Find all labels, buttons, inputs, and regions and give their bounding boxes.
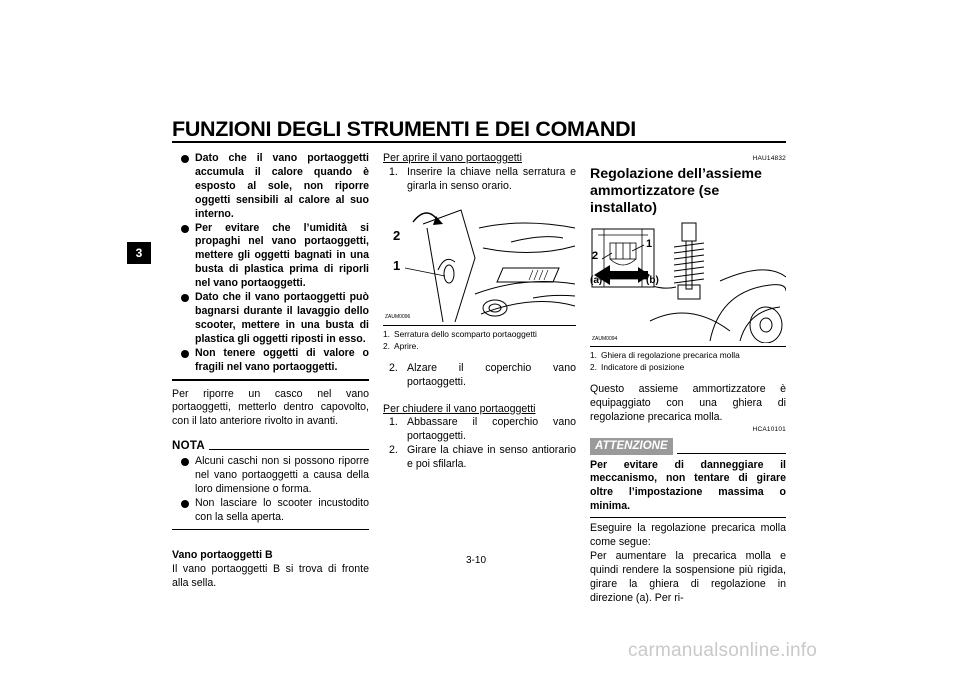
step-number: 1.	[389, 165, 398, 178]
vano-b-text: Il vano portaoggetti B si trova di fronte alla sella.	[172, 562, 369, 589]
caption-rule	[590, 346, 786, 347]
caution-rule	[677, 453, 786, 454]
caution-end-rule	[590, 517, 786, 518]
storage-lock-figure	[383, 198, 576, 322]
step-text: Alzare il coperchio vano portaoggetti.	[407, 361, 576, 388]
callout-2: 2	[592, 249, 599, 262]
caution-text: Per evitare di danneggiare il meccanismo, non tentare di girare oltre l’impostazione massima o minima.	[590, 458, 786, 513]
caption-item	[383, 340, 576, 353]
nota-end-rule	[172, 529, 369, 530]
warning-item	[181, 347, 369, 375]
close-title: Per chiudere il vano portaoggetti	[383, 402, 536, 415]
bullet-dot-icon	[181, 350, 189, 358]
intro-text: Questo assieme ammortizzatore è equipaggiato con una ghiera di regolazione precarica molla.	[590, 382, 786, 423]
step-item	[389, 416, 576, 444]
caption-number: 1.	[383, 328, 390, 339]
warning-text: Dato che il vano portaoggetti accumula il calore quando è esposto al sole, non riporre oggetti sensibili al calore al suo interno.	[195, 152, 369, 220]
column-3	[590, 152, 786, 606]
warning-end-rule	[172, 379, 369, 381]
storage-lock-illustration	[383, 198, 576, 322]
warning-text: Dato che il vano portaoggetti può bagnarsi durante il lavaggio dello scooter, mettere in una busta di plastica gli oggetti riposti in esso.	[195, 291, 369, 345]
caption-item	[590, 349, 786, 362]
adjust-text-2: Per aumentare la precarica molla e quindi rendere la sospensione più rigida, girare la ghiera di regolazione in direzione (a). Per ri-	[590, 549, 786, 604]
callout-a: (a)	[590, 274, 603, 286]
caption-item	[383, 328, 576, 341]
watermark-link[interactable]: carmanualsonline.info	[628, 640, 818, 661]
caption-text: Aprire.	[394, 341, 419, 352]
note-item	[181, 497, 369, 525]
bullet-dot-icon	[181, 500, 189, 508]
section-title: Regolazione dell’assieme ammortizzatore (se installato)	[590, 165, 762, 216]
column-1	[172, 152, 369, 590]
caption-number: 2.	[590, 362, 597, 373]
caption-rule	[383, 325, 576, 326]
step-number: 2.	[389, 444, 398, 457]
chapter-tab: 3	[127, 242, 151, 264]
callout-1: 1	[393, 257, 401, 273]
warning-text: Non tenere oggetti di valore o fragili nel vano portaoggetti.	[195, 346, 369, 373]
caption-number: 1.	[590, 349, 597, 360]
step-number: 1.	[389, 416, 398, 429]
step-text: Abbassare il coperchio vano portaoggetti.	[407, 416, 576, 443]
figure-code: ZAUM0094	[592, 335, 618, 342]
note-text: Alcuni caschi non si possono riporre nel vano portaoggetti a causa della loro dimensione o forma.	[195, 455, 369, 496]
caption-number: 2.	[383, 341, 390, 352]
note-item	[181, 455, 369, 497]
caption-item	[590, 361, 786, 374]
step-number: 2.	[389, 361, 398, 374]
figure-code: ZAUM0096	[385, 313, 411, 320]
nota-rule	[209, 449, 369, 450]
bullet-dot-icon	[181, 155, 189, 163]
step-item	[389, 444, 576, 472]
warning-item	[181, 291, 369, 347]
caution-code: HCA10101	[752, 425, 786, 433]
note-text: Non lasciare lo scooter incustodito con la sella aperta.	[195, 496, 369, 523]
callout-1: 1	[646, 237, 653, 250]
column-2	[383, 152, 576, 472]
bullet-dot-icon	[181, 294, 189, 302]
title-rule	[172, 141, 786, 143]
step-item	[389, 166, 576, 194]
vano-b-title: Vano portaoggetti B	[172, 548, 273, 561]
caption-text: Ghiera di regolazione precarica molla	[601, 349, 740, 360]
bullet-dot-icon	[181, 225, 189, 233]
section-code: HAU14832	[752, 155, 786, 162]
shock-absorber-figure	[590, 221, 786, 343]
adjust-text-1: Eseguire la regolazione precarica molla come segue:	[590, 522, 786, 549]
bullet-dot-icon	[181, 458, 189, 466]
shock-absorber-illustration	[590, 221, 786, 343]
step-item	[389, 362, 576, 390]
page-number: 3-10	[466, 555, 487, 566]
callout-b: (b)	[646, 274, 659, 286]
caution-header	[590, 438, 786, 455]
step-text: Girare la chiave in senso antiorario e poi sfilarla.	[407, 444, 576, 471]
open-title: Per aprire il vano portaoggetti	[383, 152, 522, 164]
callout-2: 2	[393, 227, 401, 243]
warning-text: Per evitare che l’umidità si propaghi nel vano portaoggetti, mettere gli oggetti bagnati in una busta di plastica prima di riporli nel vano portaoggetti.	[195, 221, 369, 290]
step-text: Inserire la chiave nella serratura e girarla in senso orario.	[407, 165, 576, 192]
helmet-text: Per riporre un casco nel vano portaoggetti, metterlo dentro capovolto, con il lato anteriore rivolto in avanti.	[172, 387, 369, 428]
nota-header	[172, 440, 369, 452]
caption-text: Serratura dello scomparto portaoggetti	[394, 328, 537, 339]
warning-item	[181, 152, 369, 222]
caption-text: Indicatore di posizione	[601, 362, 685, 373]
nota-label: NOTA	[172, 440, 205, 453]
caution-label: ATTENZIONE	[590, 438, 673, 455]
page-title: FUNZIONI DEGLI STRUMENTI E DEI COMANDI	[172, 117, 636, 141]
warning-item	[181, 222, 369, 292]
